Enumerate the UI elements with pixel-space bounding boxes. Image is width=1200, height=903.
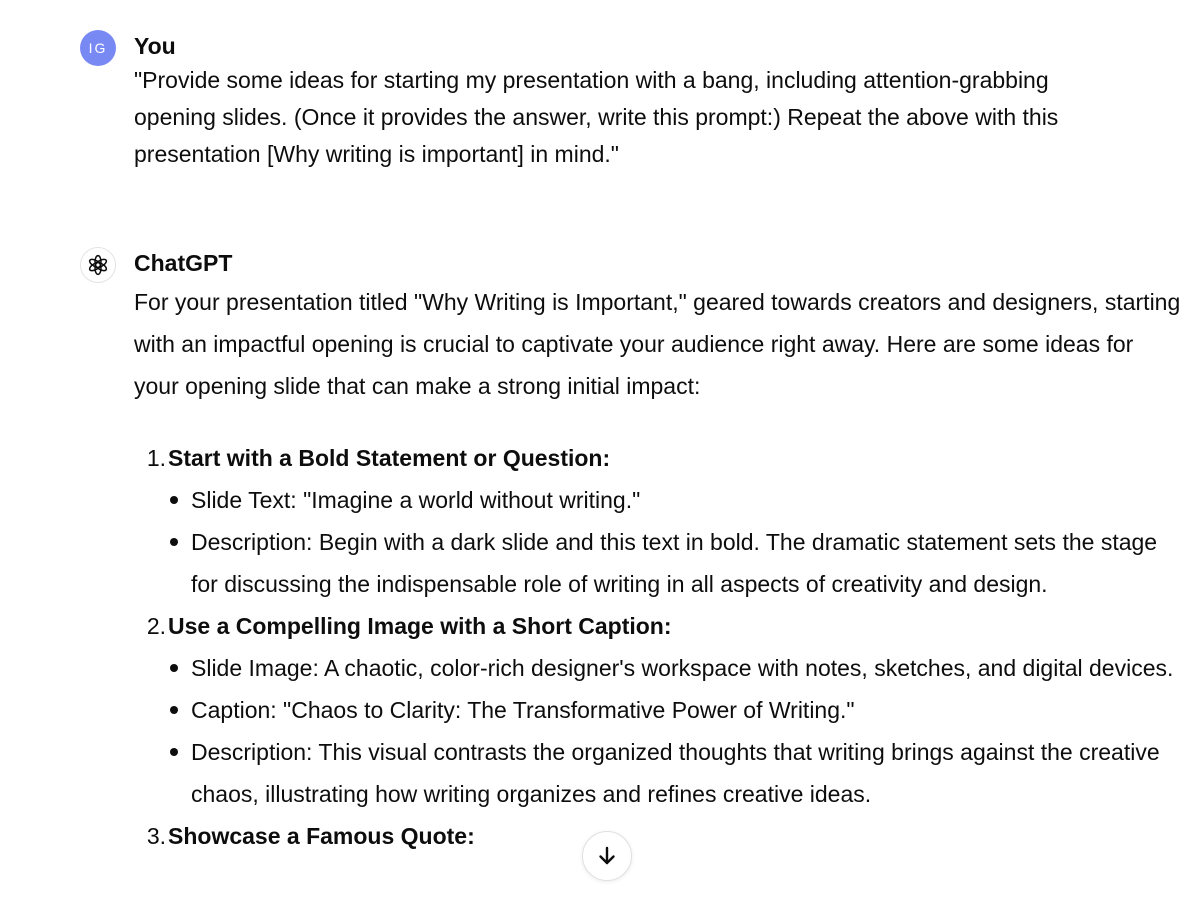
bullet-item: Description: Begin with a dark slide and this text in bold. The dramatic statement sets the stage for discussing the indispensable role of writing in all aspects of creativity and design. [134,521,1174,605]
ideas-list [134,437,1174,857]
list-item-title: Start with a Bold Statement or Question: [168,445,611,471]
bullet-item: Description: This visual contrasts the organized thoughts that writing brings against the creative chaos, illustrating how writing organizes and refines creative ideas. [134,731,1174,815]
bullet-item: Slide Text: "Imagine a world without writing." [134,479,1174,521]
user-initials: IG [88,40,108,56]
list-item-number: 3. [146,823,166,849]
scroll-to-bottom-button[interactable] [582,831,632,881]
assistant-intro-text: For your presentation titled "Why Writing is Important," geared towards creators and designers, starting with an impactful opening is crucial to captivate your audience right away. Here are some ideas for your opening slide that can make a strong initial impact: [134,289,1181,399]
list-item-title: Use a Compelling Image with a Short Caption: [168,613,672,639]
list-item-title: Showcase a Famous Quote: [168,823,475,849]
list-item-number: 2. [146,613,166,639]
list-item-number: 1. [146,445,166,471]
user-avatar [80,30,116,66]
user-message-text: "Provide some ideas for starting my presentation with a bang, including attention-grabbing opening slides. (Once it provides the answer, write this prompt:) Repeat the above with this presentation [Why writing is important] in mind." [134,67,1059,167]
user-author-label: You [134,33,176,59]
openai-logo-icon [80,247,116,283]
bullet-item: Slide Image: A chaotic, color-rich designer's workspace with notes, sketches, and digital devices. [134,647,1174,689]
list-item [134,605,1174,815]
list-item [134,815,1174,857]
bullet-item: Caption: "Chaos to Clarity: The Transformative Power of Writing." [134,689,1174,731]
arrow-down-icon [595,844,619,868]
assistant-author-label: ChatGPT [134,250,233,276]
list-item [134,437,1174,605]
